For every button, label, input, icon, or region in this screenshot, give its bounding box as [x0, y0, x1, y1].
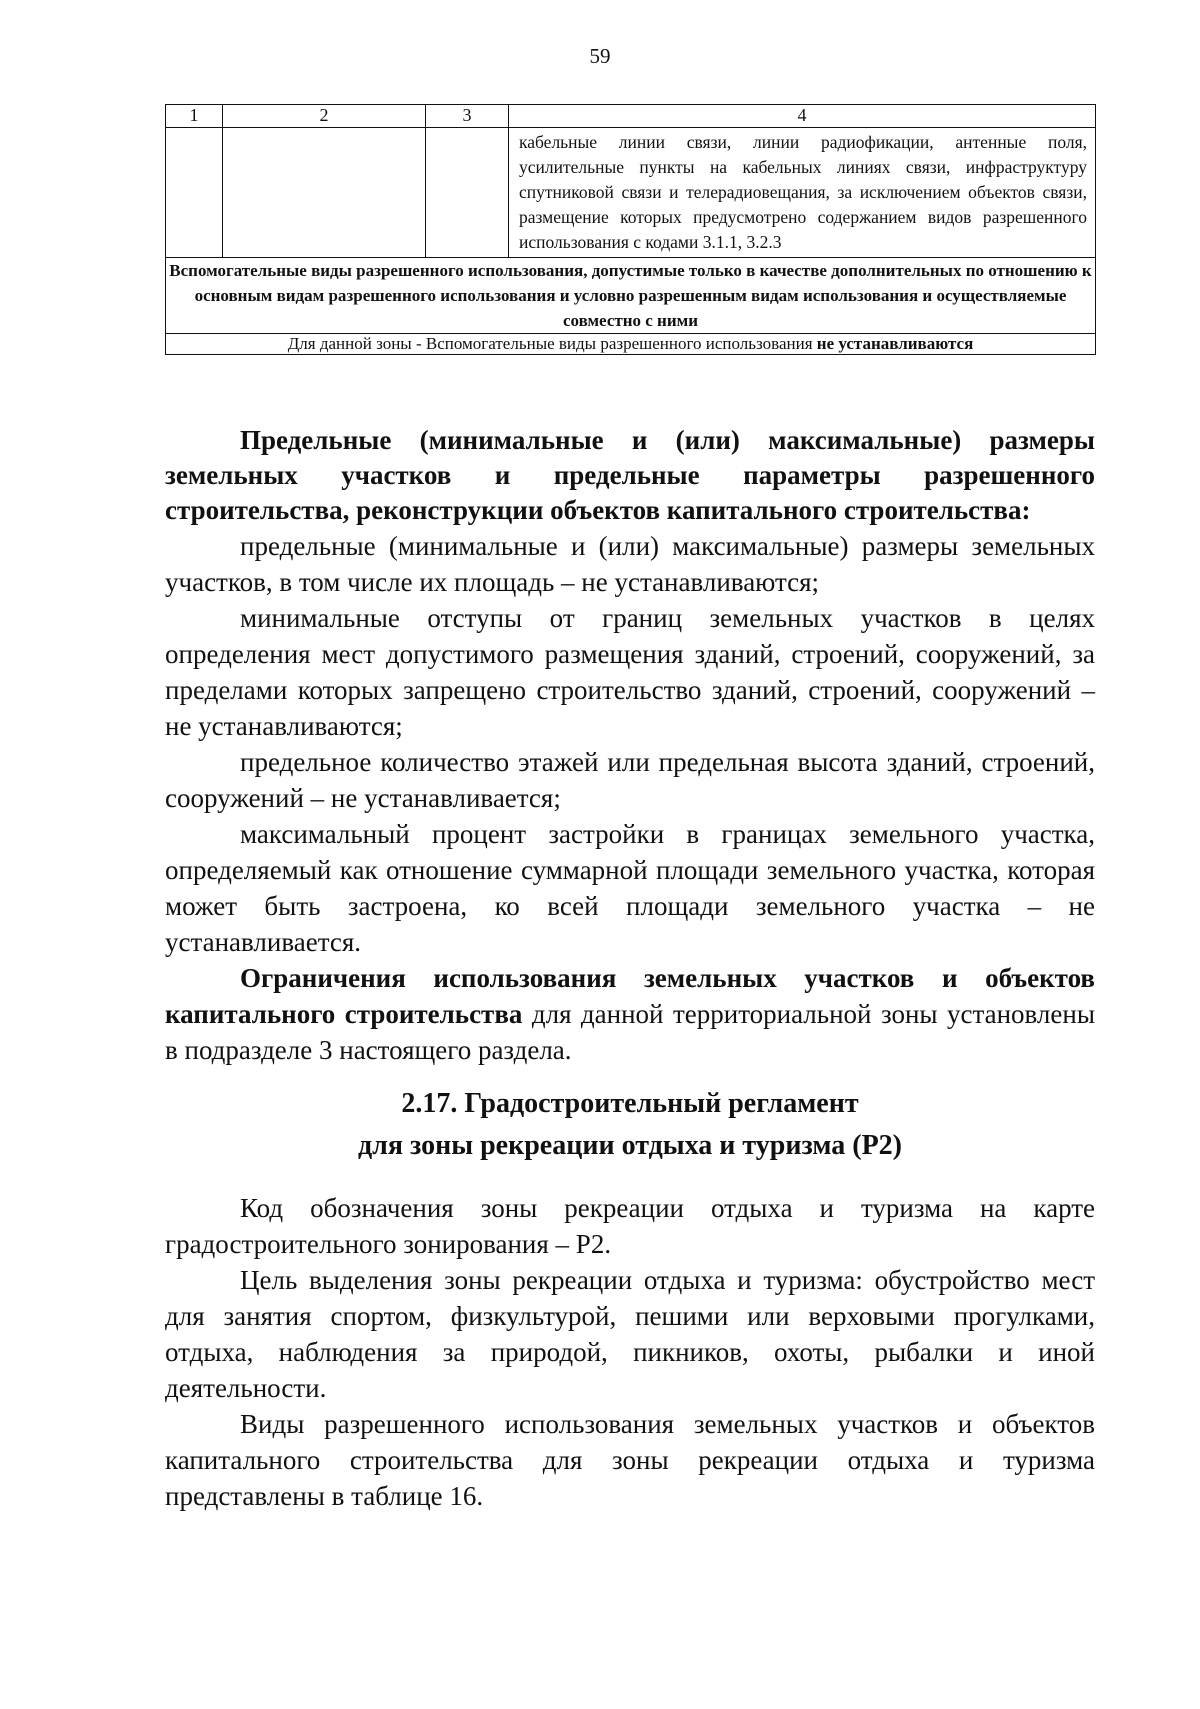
table-header-cell: 4 — [509, 105, 1096, 128]
table-cell — [509, 128, 1096, 258]
limits-item: предельные (минимальные и (или) максимальные) размеры земельных участков, в том числе их площадь – не устанавливаются; — [165, 531, 1095, 597]
page-number: 59 — [589, 44, 611, 68]
limits-item: максимальный процент застройки в границах земельного участка, определяемый как отношение суммарной площади земельного участка, которая может быть застроена, ко всей площади земельного участка – не устанавливается. — [165, 819, 1095, 957]
aux-heading: Вспомогательные виды разрешенного использования, допустимые только в качестве дополнительных по отношению к основным видам разрешенного использования и условно разрешенным видам использования и осуществляемые совместно с ними — [166, 258, 1096, 334]
table-row — [166, 128, 1096, 258]
table-cell-text: кабельные линии связи, линии радиофикации, антенные поля, усилительные пункты на кабельных линиях связи, инфраструктуру спутниковой связи и телерадиовещания, за исключением объектов связи, размещение которых предусмотрено содержанием видов разрешенного использования с кодами 3.1.1, 3.2.3 — [519, 132, 1087, 252]
section-heading — [165, 1083, 1095, 1167]
limits-item: предельное количество этажей или предельная высота зданий, строений, сооружений – не устанавливается; — [165, 747, 1095, 813]
table-cell — [223, 128, 426, 258]
zone-paragraph: Виды разрешенного использования земельных участков и объектов капитального строительства для зоны рекреации отдыха и туризма представлены в таблице 16. — [165, 1409, 1095, 1511]
aux-note-tail: не устанавливаются — [816, 334, 974, 353]
table-header-row — [166, 105, 1096, 128]
zone-section — [165, 1190, 1095, 1514]
table-row-aux-heading — [166, 258, 1096, 334]
section-title-line: 2.17. Градостроительный регламент — [401, 1088, 859, 1119]
zone-paragraph: Цель выделения зоны рекреации отдыха и туризма: обустройство мест для занятия спортом, физкультурой, пешими или верховыми прогулками, отдыха, наблюдения за природой, пикников, охоты, рыбалки и иной деятельности. — [165, 1265, 1095, 1403]
limits-heading: Предельные (минимальные и (или) максимальные) размеры земельных участков и предельные параметры разрешенного строительства, реконструкции объектов капитального строительства: — [165, 425, 1095, 525]
table-row-aux-note — [166, 334, 1096, 355]
limits-section — [165, 423, 1095, 1068]
limits-item: минимальные отступы от границ земельных участков в целях определения мест допустимого размещения зданий, строений, сооружений, за пределами которых запрещено строительство зданий, строений, сооружений – не устанавливаются; — [165, 603, 1095, 741]
section-title-line: для зоны рекреации отдыха и туризма (Р2) — [357, 1130, 903, 1161]
table-header-cell: 1 — [166, 105, 223, 128]
table-header-cell: 2 — [223, 105, 426, 128]
table-cell — [426, 128, 509, 258]
restrictions-bold: Ограничения использования земельных участков и объектов капитального строительства — [165, 963, 1095, 1029]
aux-note-lead: Для данной зоны - Вспомогательные виды разрешенного использования — [287, 334, 813, 353]
restrictions-paragraph — [165, 960, 1095, 1068]
uses-table — [165, 104, 1096, 355]
aux-note — [166, 334, 1096, 355]
zone-paragraph: Код обозначения зоны рекреации отдыха и туризма на карте градостроительного зонирования – Р2. — [165, 1193, 1095, 1259]
table-cell — [166, 128, 223, 258]
restrictions-rest: для данной территориальной зоны установлены в подразделе 3 настоящего раздела. — [165, 999, 1095, 1065]
table-header-cell: 3 — [426, 105, 509, 128]
